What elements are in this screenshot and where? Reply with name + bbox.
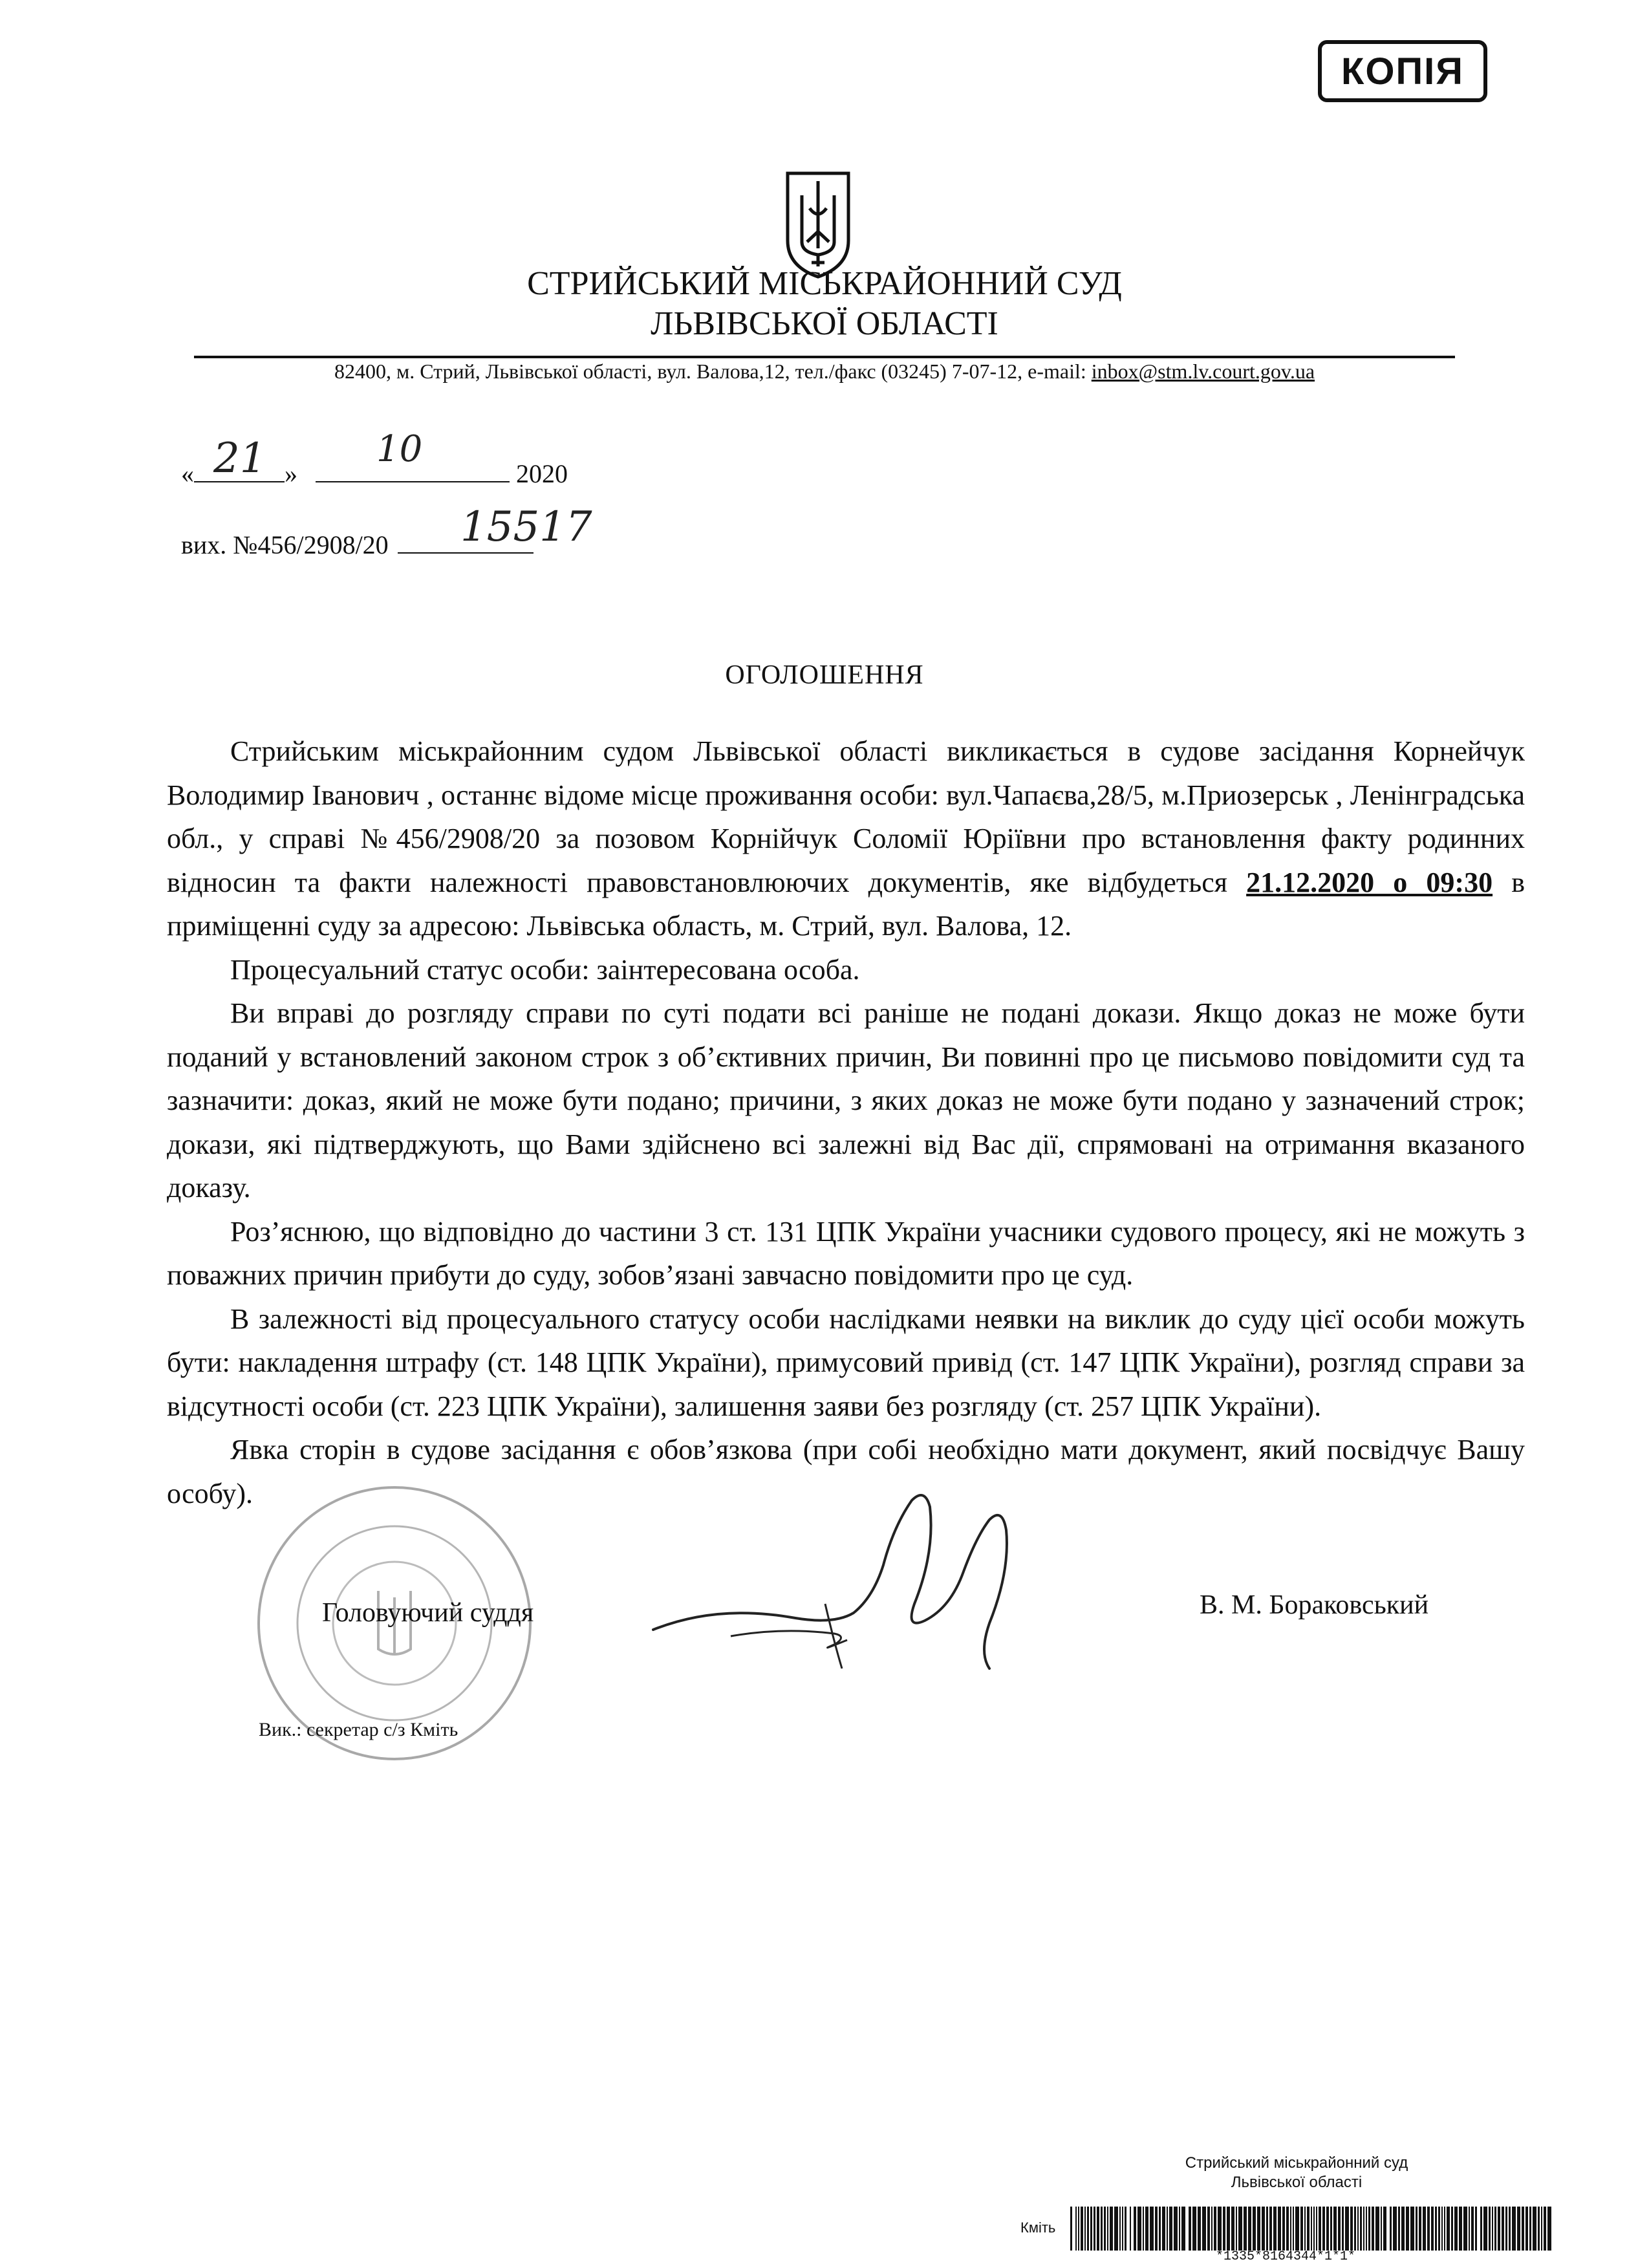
footer-executor: Кміть (1020, 2219, 1056, 2236)
date-close-quote: » (285, 459, 297, 488)
address-text: 82400, м. Стрий, Львівської області, вул. Валова,12, тел./факс (03245) 7-07-12, e-mail: (334, 360, 1092, 383)
handwritten-day: 21 (213, 435, 266, 482)
footer-org-line1: Стрийський міськрайонний суд (1185, 2154, 1408, 2172)
coat-of-arms-icon (782, 169, 854, 279)
copy-stamp (1318, 40, 1487, 102)
judge-name: В. М. Бораковський (1200, 1590, 1429, 1620)
outgoing-number-prefix: вих. №456/2908/20 (181, 530, 389, 559)
hearing-datetime: 21.12.2020 о 09:30 (1246, 866, 1493, 898)
document-title: ОГОЛОШЕННЯ (725, 660, 924, 690)
paragraph-notice: Роз’яснюю, що відповідно до частини 3 ст. 131 ЦПК України учасники судового процесу, які не можуть з поважних причин прибути до суду, зобов’язані завчасно повідомити про це суд. (167, 1215, 1525, 1291)
paragraph-attendance: Явка сторін в судове засідання є обов’язкова (при собі необхідно мати документ, який посвідчує Вашу особу). (167, 1434, 1525, 1509)
email-link[interactable]: inbox@stm.lv.court.gov.ua (1091, 360, 1315, 383)
handwritten-outgoing-number: 15517 (460, 503, 592, 551)
handwritten-month: 10 (376, 428, 423, 470)
paragraph-summons: Стрийським міськрайонним судом Львівської області викликається в судове засідання Корнейчук Володимир Іванович , останнє відоме місце проживання особи: вул.Чапаєва,28/5, м.Приозерськ , Ленінградська обл., у справі №456/2908/20 за позовом Корнійчук Соломії Юріївни про встановлення факту родинних відносин та факти належності правовстановлюючих документів, яке відбудеться 21.12.2020 о 09:30 в приміщенні суду за адресою: Львівська область, м. Стрий, вул. Валова, 12. (167, 735, 1525, 942)
paragraph-consequences: В залежності від процесуального статусу особи наслідками неявки на виклик до суду цієї особи можуть бути: накладення штрафу (ст. 148 ЦПК України), примусовий привід (ст. 147 ЦПК України), розгляд справи за відсутності особи (ст. 223 ЦПК України), залишення заяви без розгляду (ст. 257 ЦПК України). (167, 1302, 1525, 1422)
executor-note: Вик.: секретар с/з Кміть (259, 1719, 458, 1740)
barcode-number: *1335*8164344*1*1* (1216, 2249, 1356, 2264)
barcode-icon (1070, 2207, 1555, 2251)
court-name-line2: ЛЬВІВСЬКОЇ ОБЛАСТІ (651, 305, 998, 342)
judge-signature-icon (640, 1474, 1041, 1688)
court-name-line1: СТРИЙСЬКИЙ МІСЬКРАЙОННИЙ СУД (527, 265, 1122, 302)
judge-title: Головуючий суддя (322, 1598, 534, 1628)
court-address (0, 357, 1649, 385)
copy-stamp-label: КОПІЯ (1341, 50, 1464, 92)
paragraph-status: Процесуальний статус особи: заінтересована особа. (230, 953, 860, 986)
date-open-quote: « (181, 459, 194, 488)
paragraph-evidence: Ви вправі до розгляду справи по суті подати всі раніше не подані докази. Якщо доказ не може бути поданий у встановлений законом строк з об’єктивних причин, Ви повинні про це письмово повідомити суд та зазначити: доказ, який не може бути подано; причини, з яких доказ не може бути подано у зазначений строк; докази, які підтверджують, що Вами здійснено всі залежні від Вас дії, спрямовані на отримання вказаного доказу. (167, 997, 1525, 1204)
date-year: 2020 (516, 459, 568, 488)
footer-organization (1177, 2154, 1416, 2192)
footer-org-line2: Львівської області (1231, 2174, 1363, 2191)
announcement-body (167, 729, 1525, 1515)
